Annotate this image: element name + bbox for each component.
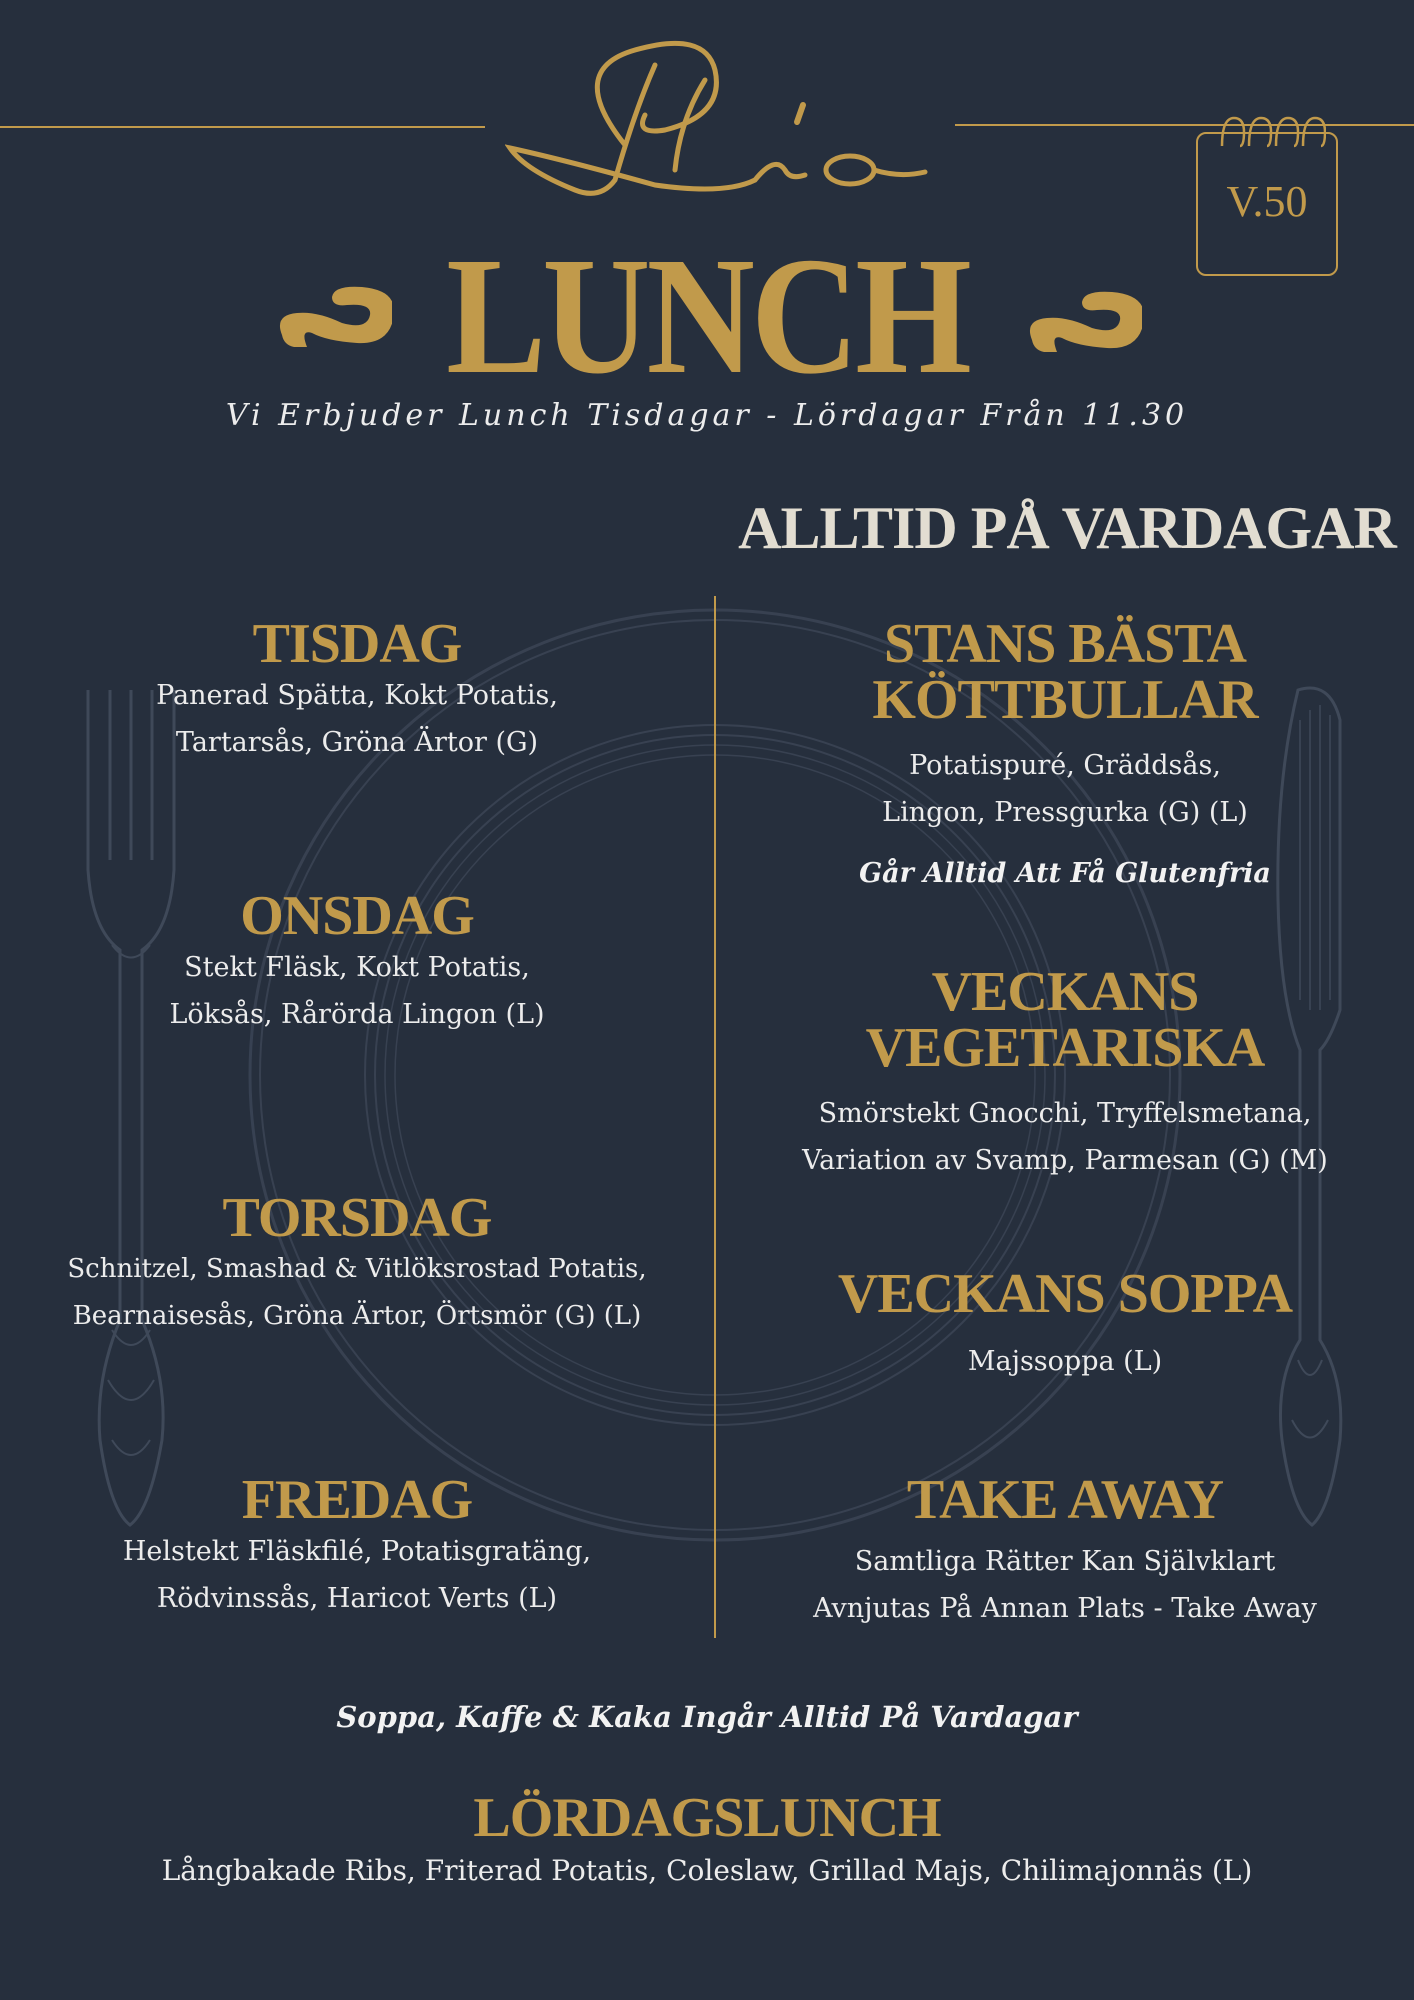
menu-day-onsdag xyxy=(0,885,714,1038)
always-weekdays-heading: ALLTID PÅ VARDAGAR xyxy=(738,495,1396,561)
top-rule-left xyxy=(0,126,485,128)
dish-line: Stekt Fläsk, Kokt Potatis, xyxy=(184,952,530,983)
special-heading: VECKANS SOPPA xyxy=(837,1263,1293,1325)
pio-logo xyxy=(505,30,935,210)
dish-line: Bearnaisesås, Gröna Ärtor, Örtsmör (G) (L) xyxy=(72,1301,642,1331)
dish-line: Löksås, Rårörda Lingon (L) xyxy=(169,999,545,1030)
dish-line: Variation av Svamp, Parmesan (G) (M) xyxy=(802,1145,1328,1176)
page-title: LUNCH xyxy=(446,223,968,409)
fork-icon xyxy=(88,690,174,1525)
top-rule-right xyxy=(955,124,1414,126)
dish-line: Majssoppa (L) xyxy=(967,1346,1163,1377)
day-heading: TORSDAG xyxy=(222,1187,492,1249)
special-heading: VEGETARISKA xyxy=(865,1017,1265,1079)
special-heading: KÖTTBULLAR xyxy=(872,669,1258,731)
gluten-free-note: Går Alltid Att Få Glutenfria xyxy=(859,858,1271,889)
dish-line: Smörstekt Gnocchi, Tryffelsmetana, xyxy=(818,1098,1312,1129)
special-soup xyxy=(716,1263,1414,1385)
week-number: V.50 xyxy=(1226,177,1308,226)
saturday-lunch-heading: LÖRDAGSLUNCH xyxy=(473,1787,941,1849)
dish-line: Panerad Spätta, Kokt Potatis, xyxy=(156,680,558,711)
calendar-icon xyxy=(1214,112,1326,152)
special-heading: STANS BÄSTA xyxy=(884,613,1246,675)
included-note: Soppa, Kaffe & Kaka Ingår Alltid På Vardagar xyxy=(336,1700,1078,1734)
dish-line: Lingon, Pressgurka (G) (L) xyxy=(882,797,1248,828)
dish-line: Avnjutas På Annan Plats - Take Away xyxy=(813,1593,1317,1624)
special-vegetarian xyxy=(716,961,1414,1184)
day-heading: ONSDAG xyxy=(240,885,474,947)
day-heading: FREDAG xyxy=(241,1469,473,1531)
saturday-lunch-dish: Långbakade Ribs, Friterad Potatis, Coleslaw, Grillad Majs, Chilimajonnäs (L) xyxy=(161,1854,1253,1887)
opening-hours-subtitle: Vi Erbjuder Lunch Tisdagar - Lördagar Från 11.30 xyxy=(225,398,1189,433)
dish-line: Tartarsås, Gröna Ärtor (G) xyxy=(175,727,539,758)
dish-line: Samtliga Rätter Kan Självklart xyxy=(854,1546,1276,1577)
dish-line: Potatispuré, Gräddsås, xyxy=(909,750,1221,781)
special-take-away xyxy=(716,1469,1414,1632)
menu-day-fredag xyxy=(0,1469,714,1622)
special-heading: TAKE AWAY xyxy=(906,1469,1224,1531)
menu-day-tisdag xyxy=(0,613,714,766)
day-heading: TISDAG xyxy=(252,613,462,675)
special-heading: VECKANS xyxy=(931,961,1199,1023)
dish-line: Rödvinssås, Haricot Verts (L) xyxy=(156,1583,558,1614)
dish-line: Helstekt Fläskfilé, Potatisgratäng, xyxy=(122,1536,592,1567)
menu-day-torsdag xyxy=(0,1187,714,1340)
special-kottbullar xyxy=(716,613,1414,897)
dish-line: Schnitzel, Smashad & Vitlöksrostad Potatis, xyxy=(67,1254,647,1284)
logo-text: Pio xyxy=(505,30,507,31)
